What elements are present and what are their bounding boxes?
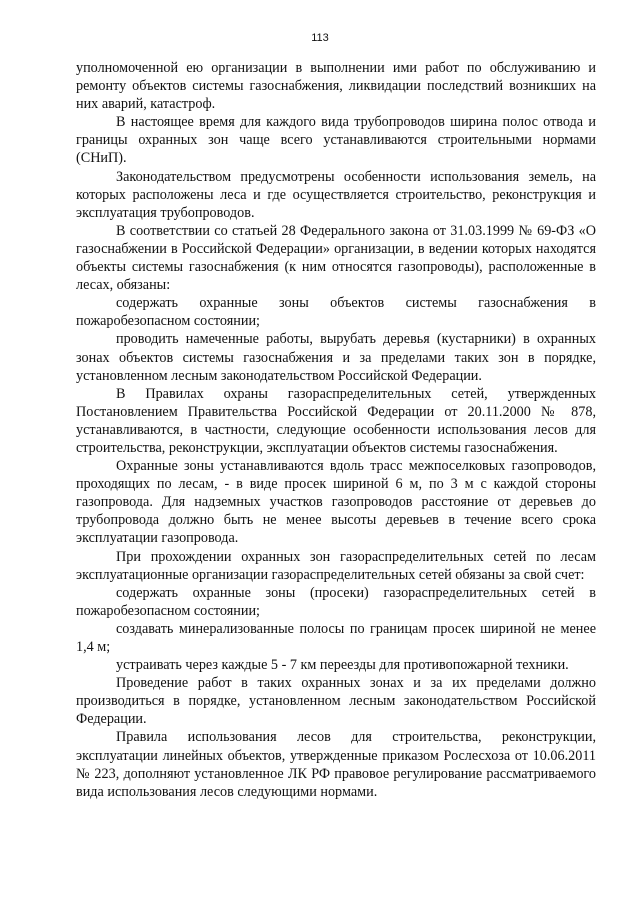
paragraph: уполномоченной ею организации в выполнении ими работ по обслуживанию и ремонту объектов системы газоснабжения, ликвидации последствий возникших на них аварий, катастроф. <box>76 60 596 113</box>
paragraph: содержать охранные зоны (просеки) газораспределительных сетей в пожаробезопасном состоянии; <box>76 584 596 619</box>
body-text <box>76 59 596 801</box>
paragraph: создавать минерализованные полосы по границам просек шириной не менее 1,4 м; <box>76 620 596 655</box>
paragraph: В Правилах охраны газораспределительных сетей, утвержденных Постановлением Правительства Российской Федерации от 20.11.2000 № 878, устанавливаются, в частности, следующие особенности использования лесов для строительства, реконструкции, эксплуатации объектов системы газоснабжения. <box>76 385 596 456</box>
paragraph: В настоящее время для каждого вида трубопроводов ширина полос отвода и границы охранных зон чаще всего устанавливаются строительными нормами (СНиП). <box>76 114 596 167</box>
paragraph: проводить намеченные работы, вырубать деревья (кустарники) в охранных зонах объектов системы газоснабжения и за пределами таких зон в порядке, установленном лесным законодательством Российской Федерации. <box>76 331 596 384</box>
paragraph: содержать охранные зоны объектов системы газоснабжения в пожаробезопасном состоянии; <box>76 295 596 330</box>
paragraph: устраивать через каждые 5 - 7 км переезды для противопожарной техники. <box>116 657 569 674</box>
paragraph: В соответствии со статьей 28 Федерального закона от 31.03.1999 № 69-ФЗ «О газоснабжении в Российской Федерации» организации, в ведении которых находятся объекты системы газоснабжения (к ним относятся газопроводы), расположенные в лесах, обязаны: <box>76 222 596 294</box>
paragraph: Проведение работ в таких охранных зонах и за их пределами должно производиться в порядке, установленном лесным законодательством Российской Федерации. <box>76 675 596 728</box>
paragraph: Законодательством предусмотрены особенности использования земель, на которых расположены леса и где осуществляется строительство, реконструкция и эксплуатация трубопроводов. <box>76 168 596 221</box>
paragraph: При прохождении охранных зон газораспределительных сетей по лесам эксплуатационные организации газораспределительных сетей обязаны за свой счет: <box>76 548 596 583</box>
page-number: 113 <box>311 32 329 44</box>
paragraph: Охранные зоны устанавливаются вдоль трасс межпоселковых газопроводов, проходящих по лесам, - в виде просек шириной 6 м, по 3 м с каждой стороны газопровода. Для надземных участков газопроводов расстояние от деревьев до трубопровода должно быть не менее высоты деревьев в течение всего срока эксплуатации газопровода. <box>76 458 596 547</box>
paragraph: Правила использования лесов для строительства, реконструкции, эксплуатации линейных объектов, утвержденные приказом Рослесхоза от 10.06.2011 № 223, дополняют установленное ЛК РФ правовое регулирование рассматриваемого вида использования лесов следующими нормами. <box>76 729 596 800</box>
